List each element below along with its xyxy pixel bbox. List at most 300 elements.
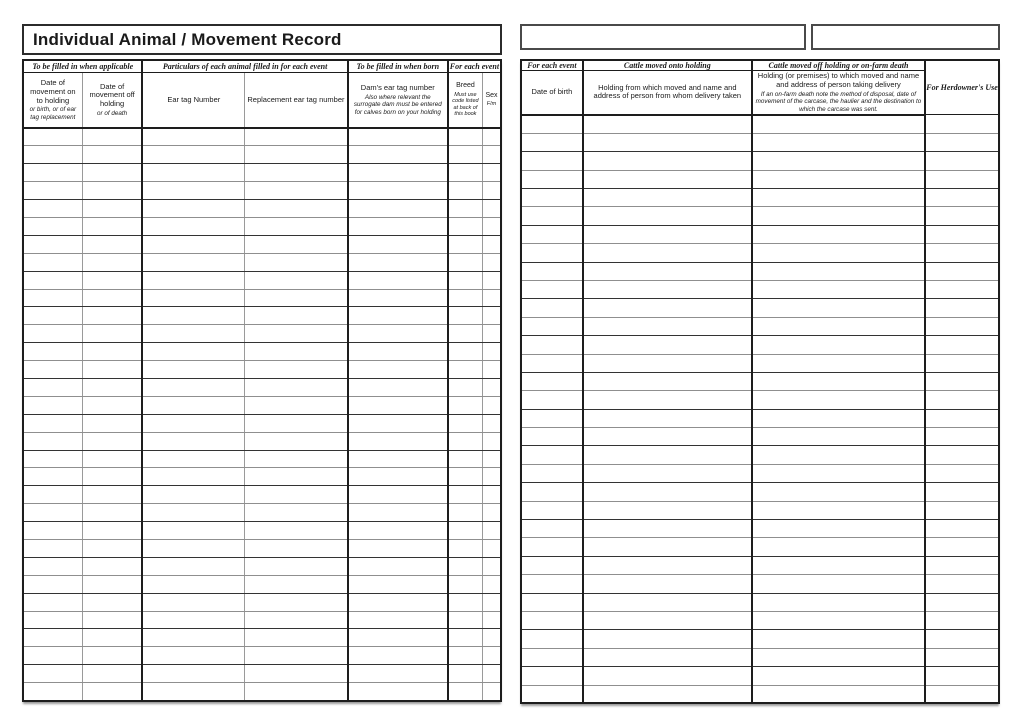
cell-holding-to	[752, 115, 925, 133]
cell-sex	[483, 647, 501, 665]
cell-date-of-birth	[521, 336, 583, 354]
cell-date-of-birth	[521, 556, 583, 574]
cell-dam-tag	[348, 683, 448, 701]
cell-dam-tag	[348, 164, 448, 182]
record-row	[23, 325, 501, 343]
cell-holding-from	[583, 501, 752, 519]
cell-ear-tag	[142, 235, 244, 253]
cell-date-off	[82, 647, 142, 665]
cell-herdowner-use	[925, 575, 999, 593]
record-row	[23, 378, 501, 396]
cell-replacement-tag	[245, 361, 348, 379]
cell-date-of-birth	[521, 520, 583, 538]
cell-ear-tag	[142, 164, 244, 182]
record-row	[521, 262, 999, 280]
record-row	[23, 307, 501, 325]
record-row	[521, 170, 999, 188]
cell-holding-to	[752, 207, 925, 225]
cell-dam-tag	[348, 432, 448, 450]
cell-replacement-tag	[245, 450, 348, 468]
cell-breed	[448, 611, 483, 629]
record-row	[521, 354, 999, 372]
cell-breed	[448, 450, 483, 468]
cell-dam-tag	[348, 629, 448, 647]
cell-date-on	[23, 128, 82, 146]
cell-breed	[448, 629, 483, 647]
cell-sex	[483, 200, 501, 218]
cell-dam-tag	[348, 647, 448, 665]
cell-holding-from	[583, 354, 752, 372]
header-group-particulars: Particulars of each animal filled in for each event	[142, 60, 347, 73]
record-row	[521, 612, 999, 630]
col-header-replacement-tag	[245, 73, 348, 129]
cell-date-off	[82, 307, 142, 325]
cell-date-off	[82, 575, 142, 593]
cell-date-off	[82, 253, 142, 271]
cell-breed	[448, 557, 483, 575]
cell-replacement-tag	[245, 683, 348, 701]
cell-date-of-birth	[521, 354, 583, 372]
cell-holding-to	[752, 648, 925, 666]
col-label: Date of movement off holding	[89, 81, 135, 109]
cell-sex	[483, 450, 501, 468]
cell-holding-to	[752, 336, 925, 354]
page-title: Individual Animal / Movement Record	[33, 29, 342, 49]
cell-holding-from	[583, 464, 752, 482]
col-label: Dam's ear tag number	[360, 82, 435, 92]
cell-holding-to	[752, 428, 925, 446]
cell-holding-to	[752, 575, 925, 593]
cell-dam-tag	[348, 361, 448, 379]
cell-holding-to	[752, 225, 925, 243]
cell-ear-tag	[142, 522, 244, 540]
cell-holding-from	[583, 446, 752, 464]
cell-dam-tag	[348, 486, 448, 504]
cell-herdowner-use	[925, 170, 999, 188]
cell-holding-from	[583, 207, 752, 225]
cell-date-off	[82, 593, 142, 611]
cell-replacement-tag	[245, 432, 348, 450]
cell-breed	[448, 325, 483, 343]
cell-date-off	[82, 182, 142, 200]
cell-date-on	[23, 378, 82, 396]
cell-herdowner-use	[925, 244, 999, 262]
cell-date-off	[82, 378, 142, 396]
cell-holding-to	[752, 409, 925, 427]
cell-dam-tag	[348, 557, 448, 575]
cell-date-off	[82, 629, 142, 647]
cell-holding-to	[752, 262, 925, 280]
header-group-when-born: To be filled in when born	[348, 60, 448, 73]
record-row	[23, 486, 501, 504]
record-row	[23, 182, 501, 200]
cell-dam-tag	[348, 450, 448, 468]
cell-holding-from	[583, 189, 752, 207]
cell-ear-tag	[142, 182, 244, 200]
cell-holding-to	[752, 280, 925, 298]
record-row	[521, 483, 999, 501]
cell-date-of-birth	[521, 648, 583, 666]
col-label: Holding from which moved and name and address of person from whom delivery taken	[593, 82, 742, 101]
blank-rows-left	[23, 128, 501, 701]
record-row	[521, 667, 999, 685]
cell-date-on	[23, 629, 82, 647]
record-row	[521, 538, 999, 556]
blank-rows-right	[521, 115, 999, 704]
col-header-breed	[448, 73, 483, 129]
cell-herdowner-use	[925, 409, 999, 427]
cell-herdowner-use	[925, 483, 999, 501]
cell-breed	[448, 217, 483, 235]
cell-ear-tag	[142, 378, 244, 396]
cell-date-of-birth	[521, 207, 583, 225]
cell-ear-tag	[142, 629, 244, 647]
cell-date-of-birth	[521, 593, 583, 611]
cell-date-of-birth	[521, 409, 583, 427]
record-row	[23, 361, 501, 379]
col-label: Holding (or premises) to which moved and name and address of person taking delivery	[757, 71, 920, 89]
cell-ear-tag	[142, 432, 244, 450]
cell-herdowner-use	[925, 391, 999, 409]
header-group-each-event: For each event	[521, 60, 583, 71]
cell-holding-from	[583, 575, 752, 593]
cell-date-of-birth	[521, 612, 583, 630]
cell-herdowner-use	[925, 446, 999, 464]
cell-breed	[448, 396, 483, 414]
cell-replacement-tag	[245, 575, 348, 593]
cell-holding-from	[583, 685, 752, 703]
cell-date-on	[23, 575, 82, 593]
cell-date-of-birth	[521, 299, 583, 317]
record-row	[23, 683, 501, 701]
col-label: Replacement ear tag number	[247, 94, 345, 104]
cell-replacement-tag	[245, 343, 348, 361]
cell-sex	[483, 539, 501, 557]
record-row	[23, 253, 501, 271]
cell-date-on	[23, 271, 82, 289]
cell-breed	[448, 271, 483, 289]
cell-date-off	[82, 343, 142, 361]
cell-dam-tag	[348, 343, 448, 361]
cell-ear-tag	[142, 575, 244, 593]
header-group-moved-onto: Cattle moved onto holding	[583, 60, 752, 71]
cell-replacement-tag	[245, 522, 348, 540]
cell-herdowner-use	[925, 189, 999, 207]
cell-date-off	[82, 522, 142, 540]
record-row	[23, 432, 501, 450]
col-note: or birth, or of ear tag replacement	[29, 106, 77, 121]
cell-herdowner-use	[925, 262, 999, 280]
right-page	[520, 24, 1000, 704]
cell-holding-from	[583, 612, 752, 630]
cell-date-off	[82, 665, 142, 683]
cell-breed	[448, 683, 483, 701]
cell-sex	[483, 182, 501, 200]
cell-ear-tag	[142, 683, 244, 701]
cell-herdowner-use	[925, 317, 999, 335]
col-header-herdowner-use: For Herdowner's Use	[925, 60, 999, 115]
cell-dam-tag	[348, 396, 448, 414]
cell-breed	[448, 593, 483, 611]
cell-date-off	[82, 200, 142, 218]
record-row	[521, 409, 999, 427]
cell-date-on	[23, 504, 82, 522]
col-header-date-of-birth	[521, 71, 583, 115]
cell-date-off	[82, 414, 142, 432]
cell-ear-tag	[142, 217, 244, 235]
cell-date-of-birth	[521, 630, 583, 648]
cell-date-off	[82, 164, 142, 182]
record-row	[23, 200, 501, 218]
cell-replacement-tag	[245, 128, 348, 146]
cell-date-off	[82, 468, 142, 486]
record-row	[23, 575, 501, 593]
cell-breed	[448, 486, 483, 504]
cell-herdowner-use	[925, 593, 999, 611]
cell-replacement-tag	[245, 378, 348, 396]
cell-dam-tag	[348, 325, 448, 343]
cell-sex	[483, 396, 501, 414]
cell-herdowner-use	[925, 648, 999, 666]
header-group-row	[23, 60, 501, 73]
cell-holding-to	[752, 152, 925, 170]
cell-herdowner-use	[925, 464, 999, 482]
cell-holding-from	[583, 556, 752, 574]
record-row	[521, 501, 999, 519]
cell-herdowner-use	[925, 207, 999, 225]
record-row	[521, 115, 999, 133]
cell-date-off	[82, 683, 142, 701]
cell-breed	[448, 665, 483, 683]
cell-herdowner-use	[925, 556, 999, 574]
cell-date-of-birth	[521, 262, 583, 280]
cell-holding-to	[752, 538, 925, 556]
cell-date-on	[23, 432, 82, 450]
record-row	[521, 593, 999, 611]
record-row	[521, 317, 999, 335]
cell-herdowner-use	[925, 612, 999, 630]
cell-dam-tag	[348, 307, 448, 325]
cell-herdowner-use	[925, 336, 999, 354]
record-row	[23, 271, 501, 289]
cell-holding-to	[752, 299, 925, 317]
cell-herdowner-use	[925, 354, 999, 372]
cell-ear-tag	[142, 146, 244, 164]
cell-date-off	[82, 361, 142, 379]
cell-date-on	[23, 253, 82, 271]
cell-holding-from	[583, 391, 752, 409]
cell-ear-tag	[142, 361, 244, 379]
cell-date-of-birth	[521, 483, 583, 501]
col-note: F/m	[486, 101, 497, 108]
cell-ear-tag	[142, 557, 244, 575]
cell-holding-to	[752, 593, 925, 611]
cell-ear-tag	[142, 200, 244, 218]
cell-breed	[448, 378, 483, 396]
record-row	[23, 235, 501, 253]
cell-date-on	[23, 396, 82, 414]
cell-sex	[483, 468, 501, 486]
cell-dam-tag	[348, 289, 448, 307]
cell-ear-tag	[142, 450, 244, 468]
herd-info-boxes	[520, 24, 1000, 50]
cell-dam-tag	[348, 271, 448, 289]
cell-holding-to	[752, 501, 925, 519]
cell-holding-from	[583, 244, 752, 262]
record-row	[23, 629, 501, 647]
record-row	[23, 539, 501, 557]
record-row	[521, 428, 999, 446]
col-label: Ear tag Number	[167, 94, 221, 104]
header-group-row	[521, 60, 999, 71]
cell-replacement-tag	[245, 325, 348, 343]
col-note: Must use code listed at back of this book	[452, 91, 479, 118]
cell-dam-tag	[348, 504, 448, 522]
cell-sex	[483, 307, 501, 325]
record-row	[521, 648, 999, 666]
col-note: Also where relevant the surrogate dam must be entered for calves born on your holding	[353, 93, 442, 116]
cell-replacement-tag	[245, 665, 348, 683]
cell-breed	[448, 253, 483, 271]
cell-dam-tag	[348, 200, 448, 218]
cell-replacement-tag	[245, 200, 348, 218]
cell-date-off	[82, 557, 142, 575]
col-header-ear-tag	[142, 73, 244, 129]
cell-dam-tag	[348, 665, 448, 683]
cell-date-off	[82, 128, 142, 146]
cell-date-off	[82, 432, 142, 450]
cell-replacement-tag	[245, 593, 348, 611]
cell-replacement-tag	[245, 414, 348, 432]
cell-holding-to	[752, 446, 925, 464]
cell-sex	[483, 575, 501, 593]
cell-dam-tag	[348, 522, 448, 540]
cell-replacement-tag	[245, 629, 348, 647]
cell-herdowner-use	[925, 152, 999, 170]
cell-ear-tag	[142, 343, 244, 361]
cell-breed	[448, 504, 483, 522]
cell-date-on	[23, 307, 82, 325]
cell-replacement-tag	[245, 235, 348, 253]
cell-replacement-tag	[245, 182, 348, 200]
cell-holding-from	[583, 280, 752, 298]
cell-breed	[448, 575, 483, 593]
cell-dam-tag	[348, 611, 448, 629]
cell-date-off	[82, 450, 142, 468]
cell-holding-from	[583, 483, 752, 501]
cell-replacement-tag	[245, 271, 348, 289]
cell-dam-tag	[348, 235, 448, 253]
cell-breed	[448, 182, 483, 200]
cell-holding-to	[752, 556, 925, 574]
cell-holding-to	[752, 354, 925, 372]
cell-herdowner-use	[925, 225, 999, 243]
cell-ear-tag	[142, 539, 244, 557]
cell-date-on	[23, 146, 82, 164]
cell-dam-tag	[348, 378, 448, 396]
cell-replacement-tag	[245, 611, 348, 629]
cell-date-of-birth	[521, 446, 583, 464]
header-group-applicable: To be filled in when applicable	[23, 60, 142, 73]
cell-dam-tag	[348, 539, 448, 557]
record-row	[23, 128, 501, 146]
cell-date-of-birth	[521, 464, 583, 482]
record-row	[23, 164, 501, 182]
cell-date-on	[23, 522, 82, 540]
cell-holding-from	[583, 593, 752, 611]
cell-sex	[483, 253, 501, 271]
movement-detail-table	[520, 59, 1000, 704]
cell-date-off	[82, 486, 142, 504]
herd-info-box-2	[811, 24, 1000, 50]
cell-date-off	[82, 611, 142, 629]
cell-holding-from	[583, 428, 752, 446]
record-row	[521, 391, 999, 409]
cell-holding-to	[752, 612, 925, 630]
cell-date-off	[82, 539, 142, 557]
record-row	[23, 665, 501, 683]
record-row	[23, 289, 501, 307]
cell-replacement-tag	[245, 486, 348, 504]
record-row	[521, 244, 999, 262]
cell-date-of-birth	[521, 372, 583, 390]
record-row	[23, 611, 501, 629]
cell-holding-from	[583, 115, 752, 133]
record-row	[521, 685, 999, 703]
cell-sex	[483, 665, 501, 683]
cell-date-on	[23, 235, 82, 253]
cell-ear-tag	[142, 253, 244, 271]
cell-date-off	[82, 289, 142, 307]
cell-holding-from	[583, 152, 752, 170]
record-row	[521, 133, 999, 151]
cell-holding-from	[583, 630, 752, 648]
cell-herdowner-use	[925, 428, 999, 446]
cell-date-of-birth	[521, 317, 583, 335]
cell-date-of-birth	[521, 685, 583, 703]
cell-date-on	[23, 557, 82, 575]
record-row	[23, 647, 501, 665]
cell-date-on	[23, 182, 82, 200]
cell-breed	[448, 289, 483, 307]
cell-replacement-tag	[245, 146, 348, 164]
record-row	[23, 217, 501, 235]
cell-holding-to	[752, 317, 925, 335]
column-header-row	[23, 73, 501, 129]
cell-date-on	[23, 539, 82, 557]
page-title-box	[22, 24, 502, 55]
cell-date-on	[23, 486, 82, 504]
cell-sex	[483, 486, 501, 504]
cell-ear-tag	[142, 396, 244, 414]
cell-breed	[448, 128, 483, 146]
cell-breed	[448, 164, 483, 182]
cell-date-off	[82, 271, 142, 289]
cell-sex	[483, 289, 501, 307]
cell-ear-tag	[142, 307, 244, 325]
cell-holding-from	[583, 317, 752, 335]
cell-herdowner-use	[925, 133, 999, 151]
cell-herdowner-use	[925, 280, 999, 298]
record-row	[521, 446, 999, 464]
cell-date-of-birth	[521, 501, 583, 519]
cell-sex	[483, 683, 501, 701]
record-row	[23, 468, 501, 486]
cell-date-of-birth	[521, 428, 583, 446]
cell-date-on	[23, 683, 82, 701]
col-label: Sex	[485, 92, 498, 100]
cell-breed	[448, 414, 483, 432]
